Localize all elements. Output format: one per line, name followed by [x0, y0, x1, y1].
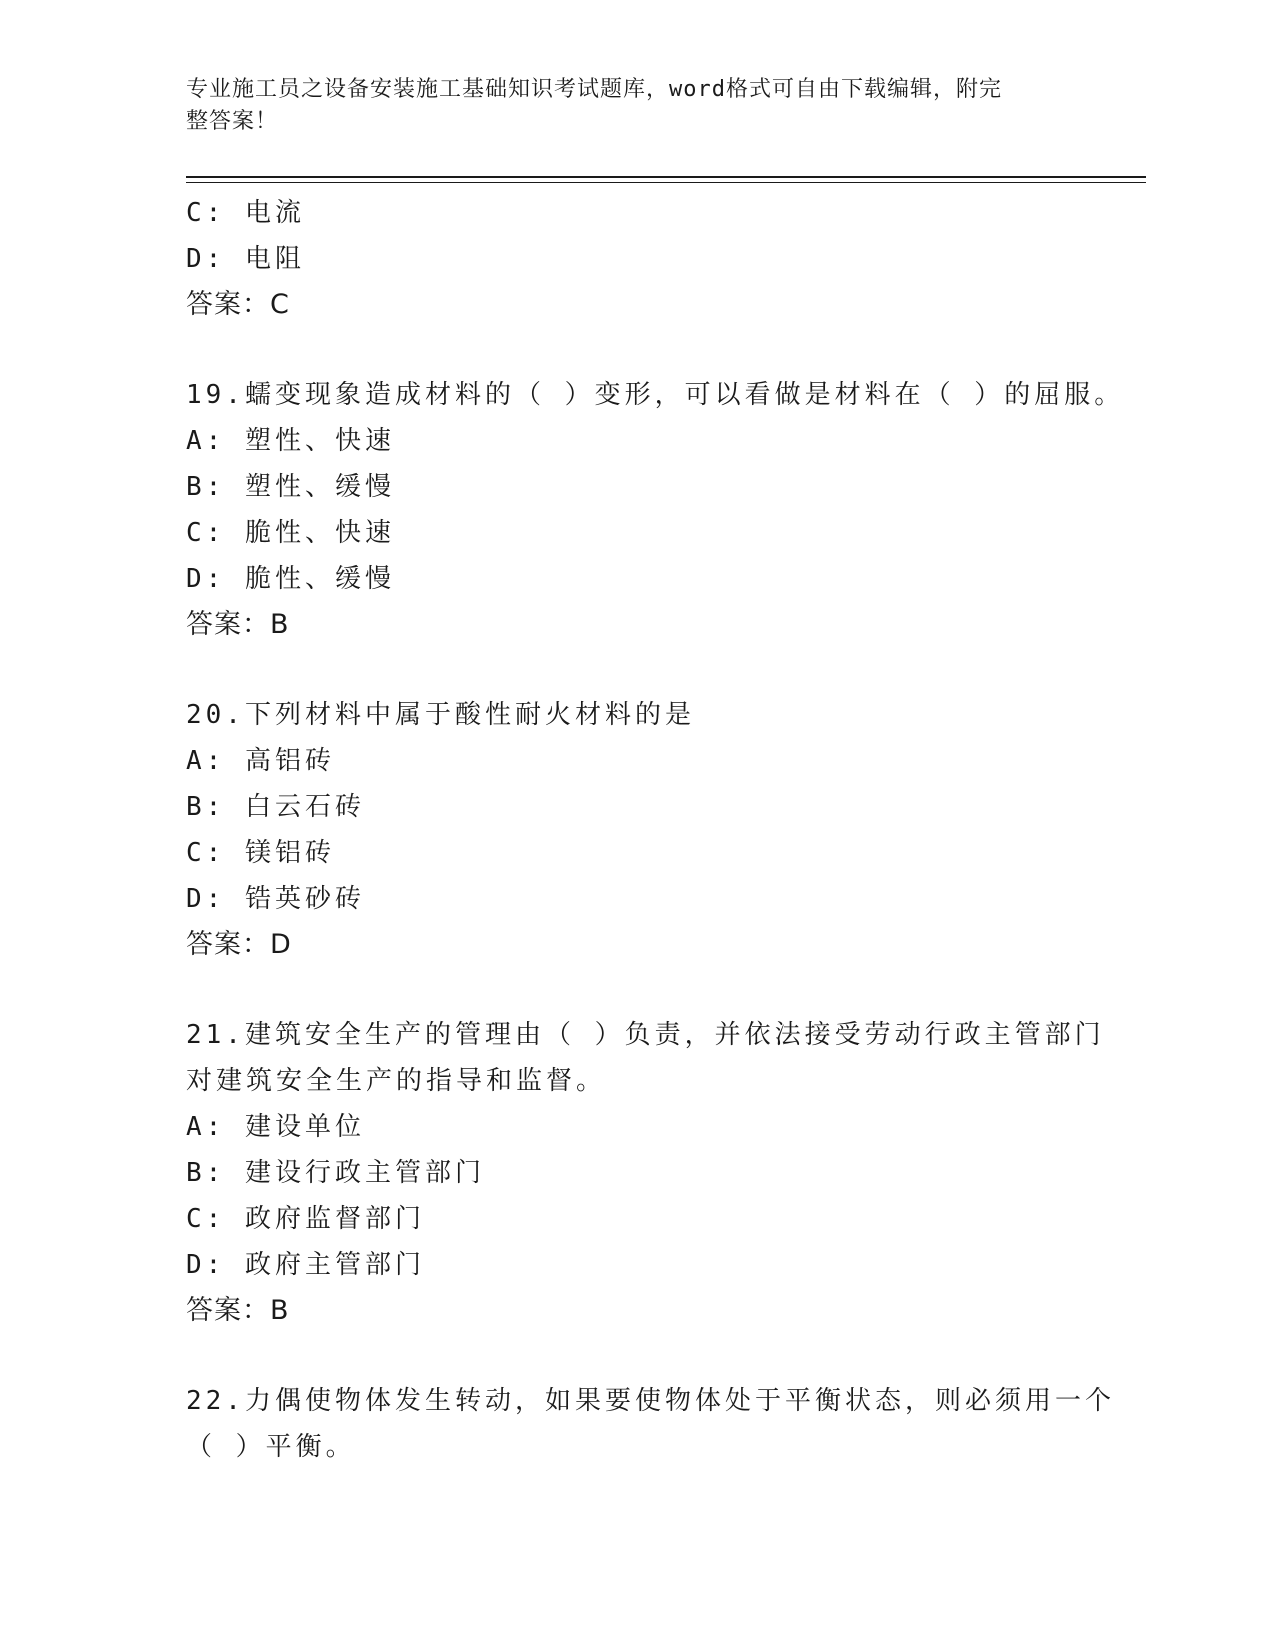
- previous-question-tail: [186, 190, 1086, 328]
- question-20: [186, 692, 1086, 968]
- header-divider-thin: [186, 182, 1146, 183]
- option-d: D: 脆性、缓慢: [186, 564, 395, 594]
- option-a: A: 建设单位: [186, 1112, 365, 1142]
- header-line-2: 整答案！: [186, 109, 279, 134]
- option-b: B: 建设行政主管部门: [186, 1158, 485, 1188]
- option-a: A: 塑性、快速: [186, 426, 395, 456]
- spacer: [186, 1334, 1086, 1378]
- question-stem-line-2: 对建筑安全生产的指导和监督。: [186, 1066, 607, 1096]
- question-19: [186, 372, 1125, 648]
- document-header: [186, 74, 1066, 138]
- answer: 答案：B: [186, 609, 290, 640]
- answer: 答案：B: [186, 1295, 290, 1326]
- header-line-1: 专业施工员之设备安装施工基础知识考试题库，word格式可自由下载编辑，附完: [186, 77, 1002, 102]
- question-stem: 19.蠕变现象造成材料的（ ）变形，可以看做是材料在（ ）的屈服。: [186, 380, 1125, 410]
- option-c: C: 脆性、快速: [186, 518, 395, 548]
- spacer: [186, 968, 1086, 1012]
- option-c: C: 电流: [186, 198, 305, 228]
- option-c: C: 镁铝砖: [186, 838, 335, 868]
- question-22: [186, 1378, 1115, 1470]
- option-d: D: 电阻: [186, 244, 305, 274]
- spacer: [186, 648, 1086, 692]
- answer: 答案：C: [186, 289, 290, 320]
- option-c: C: 政府监督部门: [186, 1204, 425, 1234]
- spacer: [186, 328, 1086, 372]
- question-stem-line-1: 21.建筑安全生产的管理由（ ）负责，并依法接受劳动行政主管部门: [186, 1020, 1105, 1050]
- option-d: D: 政府主管部门: [186, 1250, 425, 1280]
- question-stem-line-2: （ ）平衡。: [186, 1432, 356, 1462]
- option-b: B: 塑性、缓慢: [186, 472, 395, 502]
- question-list: [186, 190, 1125, 1470]
- option-a: A: 高铝砖: [186, 746, 335, 776]
- question-21: [186, 1012, 1105, 1334]
- answer: 答案：D: [186, 929, 292, 960]
- option-d: D: 锆英砂砖: [186, 884, 365, 914]
- question-stem: 20.下列材料中属于酸性耐火材料的是: [186, 700, 695, 730]
- option-b: B: 白云石砖: [186, 792, 365, 822]
- question-stem-line-1: 22.力偶使物体发生转动，如果要使物体处于平衡状态，则必须用一个: [186, 1386, 1115, 1416]
- header-divider-thick: [186, 176, 1146, 178]
